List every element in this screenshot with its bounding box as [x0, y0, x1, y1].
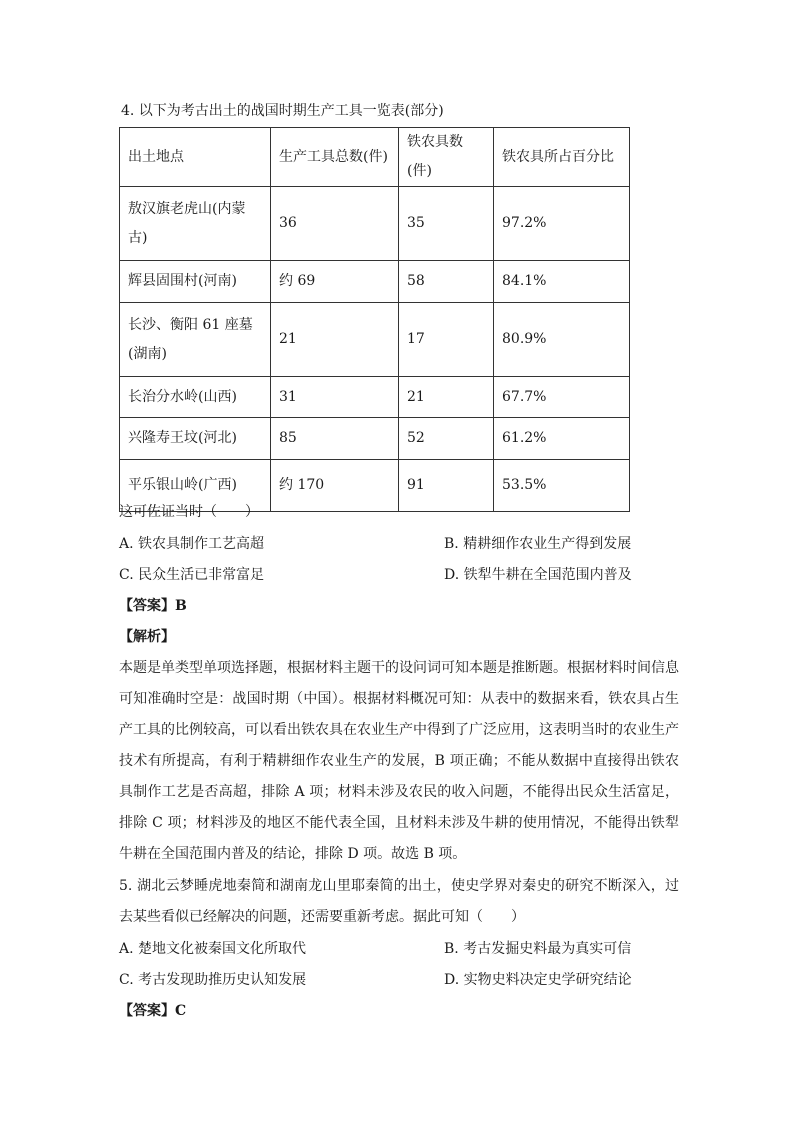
- header-cell: 铁农具所占百分比: [494, 128, 630, 187]
- table-cell: 80.9%: [494, 303, 630, 377]
- q4-option-a[interactable]: A. 铁农具制作工艺高超: [119, 536, 265, 552]
- table-cell-location: 长治分水岭(山西): [120, 377, 271, 418]
- table-cell: 84.1%: [494, 261, 630, 303]
- table-cell-location: 长沙、衡阳 61 座墓(湖南): [120, 303, 271, 377]
- header-cell: 铁农具数(件): [399, 128, 494, 187]
- table-cell: 约 170: [271, 460, 399, 512]
- table-cell: 85: [271, 418, 399, 460]
- table-cell-location: 平乐银山岭(广西): [120, 460, 271, 512]
- q5-answer: 【答案】C: [119, 1003, 187, 1019]
- table-row: [120, 261, 630, 303]
- header-cell: 生产工具总数(件): [271, 128, 399, 187]
- table-cell: 61.2%: [494, 418, 630, 460]
- table-cell: 36: [271, 187, 399, 261]
- table-cell: 67.7%: [494, 377, 630, 418]
- q4-option-b[interactable]: B. 精耕细作农业生产得到发展: [444, 536, 632, 552]
- table-cell-location: 辉县固围村(河南): [120, 261, 271, 303]
- table-cell: 97.2%: [494, 187, 630, 261]
- table-cell: 17: [399, 303, 494, 377]
- table-cell: 53.5%: [494, 460, 630, 512]
- table-cell-location: 敖汉旗老虎山(内蒙古): [120, 187, 271, 261]
- table-cell: 58: [399, 261, 494, 303]
- table-cell: 35: [399, 187, 494, 261]
- header-cell: 出土地点: [120, 128, 271, 187]
- q5-option-c[interactable]: C. 考古发现助推历史认知发展: [119, 972, 307, 988]
- question-5-stem: 5. 湖北云梦睡虎地秦简和湖南龙山里耶秦简的出土，使史学界对秦史的研究不断深入，过去某些看似已经解决的问题，还需要重新考虑。据此可知（ ）: [119, 878, 679, 925]
- table-cell: 31: [271, 377, 399, 418]
- table-cell: 52: [399, 418, 494, 460]
- table-header-row: [120, 128, 630, 187]
- q4-option-c[interactable]: C. 民众生活已非常富足: [119, 567, 265, 583]
- tools-table: [119, 127, 630, 512]
- table-row: [120, 187, 630, 261]
- question-4-stem: 这可佐证当时（ ）: [119, 504, 259, 520]
- q4-answer: 【答案】B: [119, 598, 187, 614]
- table-row: [120, 303, 630, 377]
- q5-option-a[interactable]: A. 楚地文化被秦国文化所取代: [119, 941, 307, 957]
- table-row: [120, 377, 630, 418]
- table-cell-location: 兴隆寿王坟(河北): [120, 418, 271, 460]
- table-cell: 21: [271, 303, 399, 377]
- q5-option-d[interactable]: D. 实物史料决定史学研究结论: [444, 972, 632, 988]
- q5-option-b[interactable]: B. 考古发掘史料最为真实可信: [444, 941, 632, 957]
- table-cell: 21: [399, 377, 494, 418]
- q4-analysis-text: 本题是单类型单项选择题，根据材料主题干的设问词可知本题是推断题。根据材料时间信息可知准确时空是：战国时期（中国）。根据材料概况可知：从表中的数据来看，铁农具占生产工具的比例较高，可以看出铁农具在农业生产中得到了广泛应用，这表明当时的农业生产技术有所提高，有利于精耕细作农业生产的发展，B 项正确；不能从数据中直接得出铁农具制作工艺是否高超，排除 A 项；材料未涉及农民的收入问题，不能得出民众生活富足，排除 C 项；材料涉及的地区不能代表全国，且材料未涉及牛耕的使用情况，不能得出铁犁牛耕在全国范围内普及的结论，排除 D 项。故选 B 项。: [119, 660, 679, 862]
- q4-option-d[interactable]: D. 铁犁牛耕在全国范围内普及: [444, 567, 632, 583]
- q4-analysis-label: 【解析】: [119, 629, 175, 645]
- table-row: [120, 418, 630, 460]
- table-cell: 约 69: [271, 261, 399, 303]
- question-4-title: 4. 以下为考古出土的战国时期生产工具一览表(部分): [121, 103, 444, 119]
- table-cell: 91: [399, 460, 494, 512]
